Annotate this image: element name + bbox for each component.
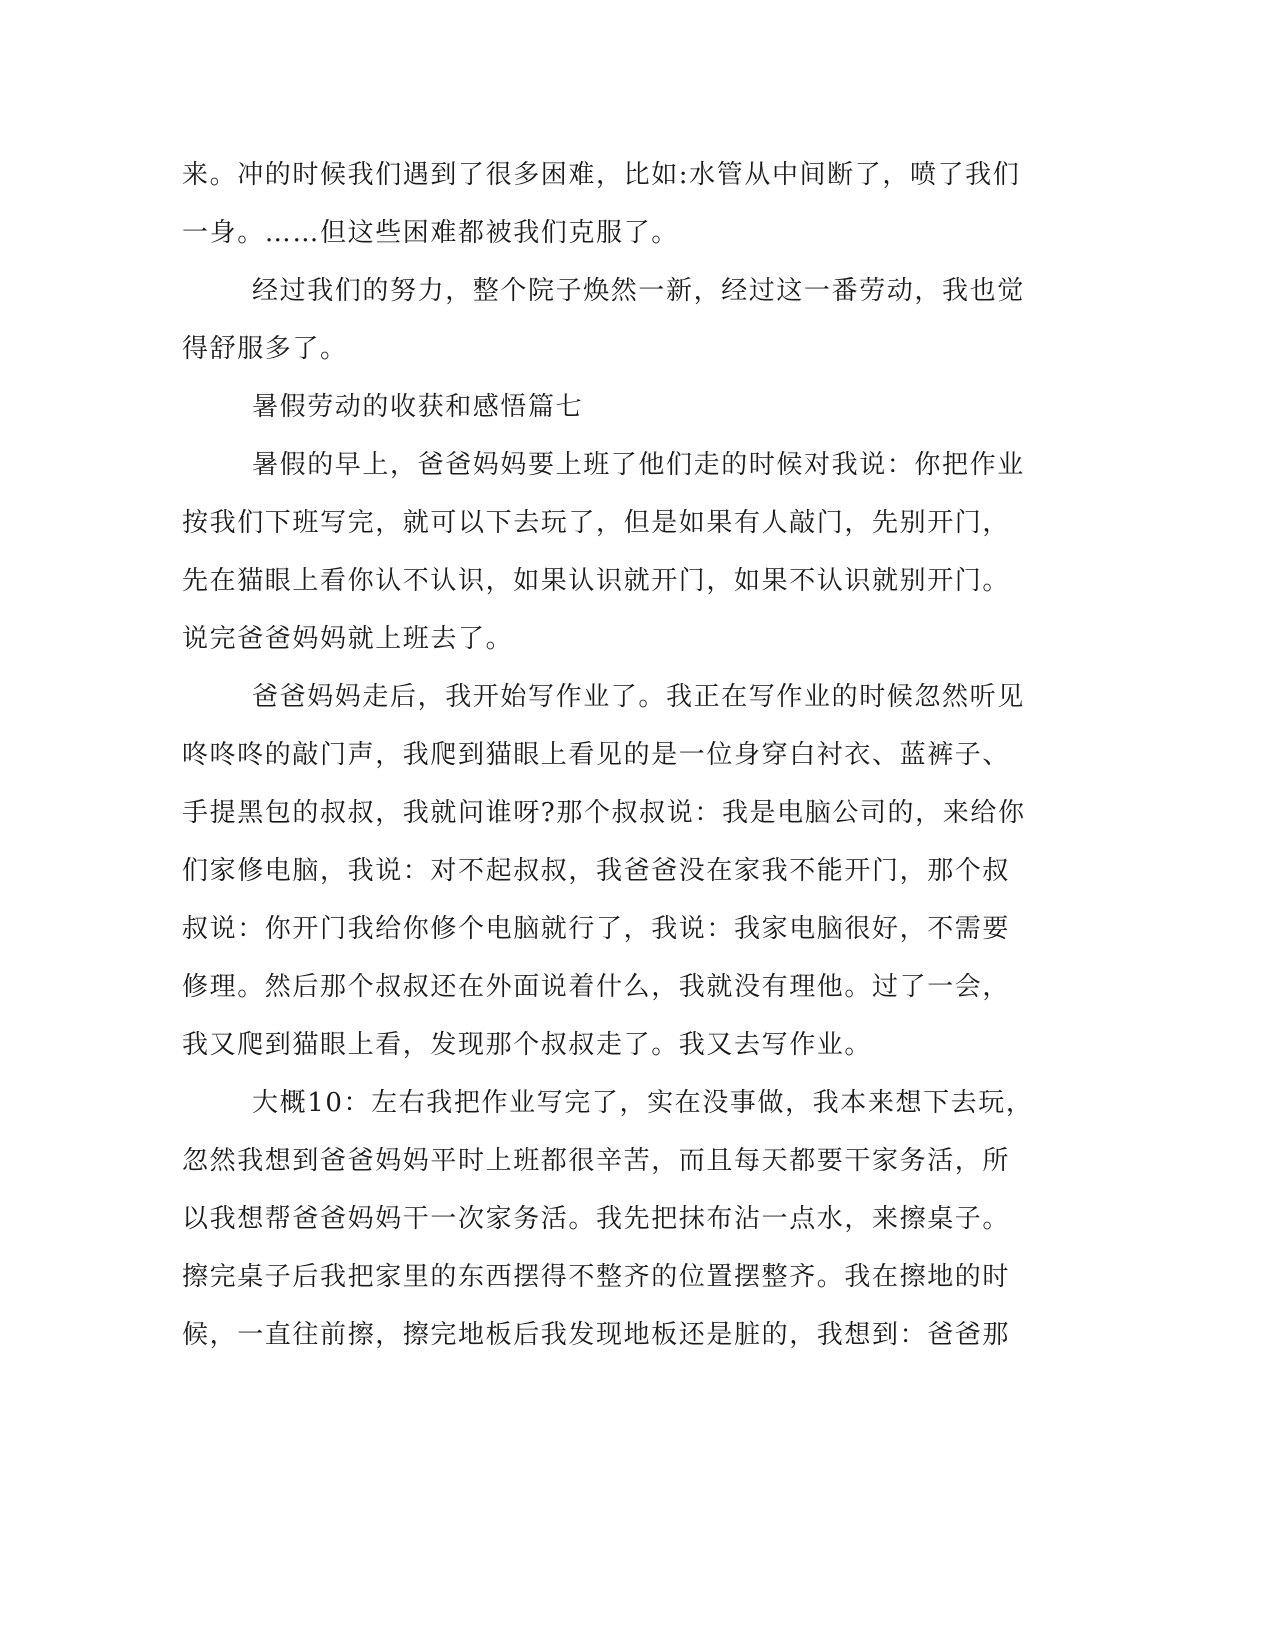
paragraph-start-line: 暑假的早上，爸爸妈妈要上班了他们走的时候对我说：你把作业 [252,450,1025,480]
text-line: 忽然我想到爸爸妈妈平时上班都很辛苦，而且每天都要干家务活，所 [182,1146,1011,1176]
text-line: 说完爸爸妈妈就上班去了。 [182,624,514,654]
text-line: 们家修电脑，我说：对不起叔叔，我爸爸没在家我不能开门，那个叔 [182,856,1011,886]
text-line: 我又爬到猫眼上看，发现那个叔叔走了。我又去写作业。 [182,1030,873,1060]
text-line: 以我想帮爸爸妈妈干一次家务活。我先把抹布沾一点水，来擦桌子。 [182,1204,1011,1234]
text-line: 得舒服多了。 [182,334,348,364]
paragraph-start-line: 爸爸妈妈走后，我开始写作业了。我正在写作业的时候忽然听见 [252,682,1025,712]
text-line: 叔说：你开门我给你修个电脑就行了，我说：我家电脑很好，不需要 [182,914,1011,944]
text-line: 按我们下班写完，就可以下去玩了，但是如果有人敲门，先别开门， [182,508,1011,538]
text-line: 擦完桌子后我把家里的东西摆得不整齐的位置摆整齐。我在擦地的时 [182,1262,1011,1292]
text-line: 候，一直往前擦，擦完地板后我发现地板还是脏的，我想到：爸爸那 [182,1320,1011,1350]
text-line: 咚咚咚的敲门声，我爬到猫眼上看见的是一位身穿白衬衣、蓝裤子、 [182,740,1011,770]
section-heading: 暑假劳动的收获和感悟篇七 [252,392,584,422]
text-line: 修理。然后那个叔叔还在外面说着什么，我就没有理他。过了一会， [182,972,1011,1002]
text-line: 手提黑包的叔叔，我就问谁呀?那个叔叔说：我是电脑公司的，来给你 [182,798,1026,828]
text-line: 来。冲的时候我们遇到了很多困难，比如:水管从中间断了，喷了我们 [182,160,1021,190]
paragraph-start-line: 经过我们的努力，整个院子焕然一新，经过这一番劳动，我也觉 [252,276,1025,306]
text-line: 先在猫眼上看你认不认识，如果认识就开门，如果不认识就别开门。 [182,566,1011,596]
paragraph-start-line: 大概10：左右我把作业写完了，实在没事做，我本来想下去玩， [252,1088,1034,1118]
text-line: 一身。……但这些困难都被我们克服了。 [182,218,679,248]
